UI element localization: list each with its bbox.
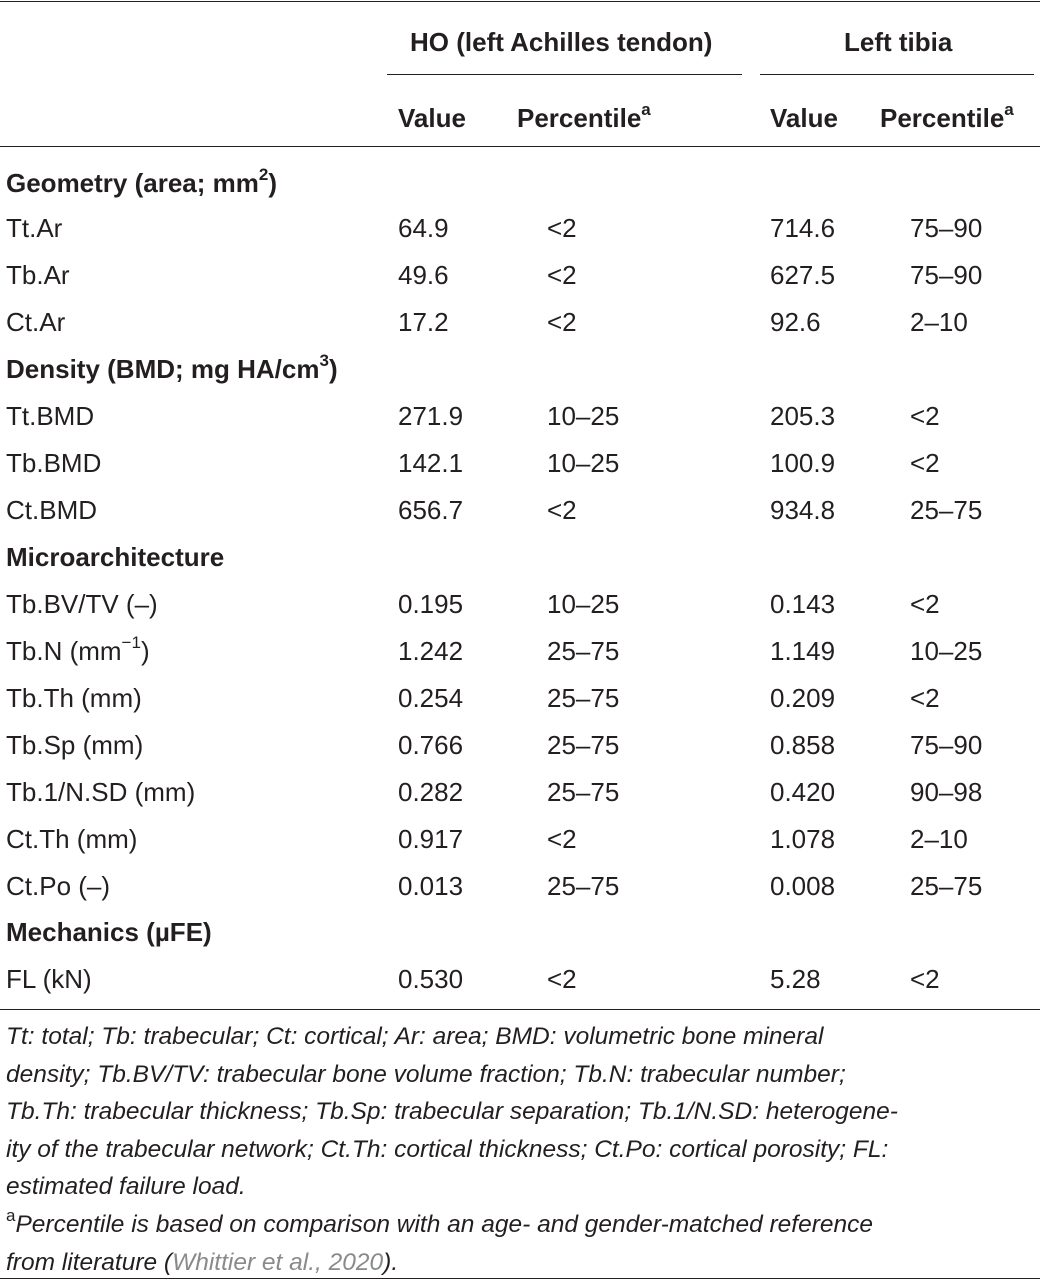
citation-link[interactable]: Whittier et al., 2020 bbox=[172, 1248, 384, 1276]
cell-row-label: Tt.BMD bbox=[6, 401, 95, 431]
cell-ho-value: 0.917 bbox=[398, 824, 464, 854]
group-header-tibia: Left tibia bbox=[844, 27, 953, 57]
footnote-percentile-text-2: from literature ( bbox=[6, 1248, 173, 1276]
cell-ho-value: 0.766 bbox=[398, 730, 464, 760]
cell-tibia-value: 0.008 bbox=[770, 871, 836, 901]
header-rule bbox=[0, 146, 1040, 147]
footnote-abbrev-line-4: ity of the trabecular network; Ct.Th: cortical thickness; Ct.Po: cortical porosity; FL: bbox=[6, 1135, 889, 1163]
section-geometry bbox=[6, 165, 278, 198]
col-header-ho-value: Value bbox=[398, 103, 466, 133]
cell-tibia-percentile: 25–75 bbox=[910, 495, 983, 525]
cell-ho-percentile: 25–75 bbox=[547, 730, 620, 760]
cell-ho-percentile: <2 bbox=[547, 964, 577, 994]
col-header-ho-percentile-sup: a bbox=[641, 100, 651, 120]
cell-row-label: FL (kN) bbox=[6, 964, 92, 994]
cell-ho-value: 17.2 bbox=[398, 307, 449, 337]
cell-tibia-value: 205.3 bbox=[770, 401, 836, 431]
footnote-abbreviations bbox=[6, 1018, 1034, 1206]
cell-tibia-value: 0.420 bbox=[770, 777, 836, 807]
cell-tibia-value: 100.9 bbox=[770, 448, 836, 478]
footnote-abbrev-line-3: Tb.Th: trabecular thickness; Tb.Sp: trabecular separation; Tb.1/N.SD: heterogene- bbox=[6, 1098, 898, 1125]
cell-row-label bbox=[6, 633, 150, 666]
footnote-abbrev-line-5: estimated failure load. bbox=[6, 1173, 246, 1200]
cell-ho-value: 0.282 bbox=[398, 777, 464, 807]
cell-row-label: Tb.BMD bbox=[6, 448, 102, 478]
cell-tibia-value: 5.28 bbox=[770, 964, 821, 994]
cell-tibia-percentile: <2 bbox=[910, 964, 940, 994]
cell-row-label-tail: ) bbox=[140, 636, 150, 666]
body-bottom-rule bbox=[0, 1009, 1040, 1010]
cell-tibia-percentile: <2 bbox=[910, 401, 940, 431]
cell-row-label-text: Tb.N (mm bbox=[6, 636, 122, 666]
cell-row-label: Tt.Ar bbox=[6, 213, 63, 243]
cell-ho-value: 0.254 bbox=[398, 683, 464, 713]
cell-ho-value: 1.242 bbox=[398, 636, 464, 666]
cell-ho-percentile: <2 bbox=[547, 824, 577, 854]
cell-tibia-percentile: <2 bbox=[910, 448, 940, 478]
footnote-percentile-line-2 bbox=[6, 1244, 1034, 1281]
cell-row-label: Tb.Ar bbox=[6, 260, 70, 290]
group-header-ho: HO (left Achilles tendon) bbox=[410, 27, 713, 57]
section-microarchitecture: Microarchitecture bbox=[6, 542, 225, 572]
cell-ho-percentile: 10–25 bbox=[547, 448, 620, 478]
col-header-tibia-percentile bbox=[880, 100, 1014, 133]
footnote-percentile-text-3: ). bbox=[383, 1248, 399, 1276]
cell-tibia-percentile: 75–90 bbox=[910, 730, 983, 760]
cell-ho-value: 0.195 bbox=[398, 589, 464, 619]
cell-tibia-percentile: 25–75 bbox=[910, 871, 983, 901]
cell-ho-percentile: 10–25 bbox=[547, 589, 620, 619]
cell-tibia-value: 1.149 bbox=[770, 636, 836, 666]
cell-ho-value: 271.9 bbox=[398, 401, 464, 431]
cell-ho-percentile: 25–75 bbox=[547, 871, 620, 901]
section-density bbox=[6, 351, 338, 384]
cell-row-label: Tb.BV/TV (–) bbox=[6, 589, 158, 619]
cell-tibia-value: 1.078 bbox=[770, 824, 836, 854]
cell-ho-percentile: 25–75 bbox=[547, 777, 620, 807]
footnote-percentile-line-1 bbox=[6, 1206, 1034, 1244]
cell-ho-percentile: 10–25 bbox=[547, 401, 620, 431]
cell-tibia-value: 934.8 bbox=[770, 495, 836, 525]
cell-tibia-value: 714.6 bbox=[770, 213, 836, 243]
col-header-tibia-value: Value bbox=[770, 103, 838, 133]
cell-tibia-percentile: 2–10 bbox=[910, 824, 968, 854]
footnote-abbrev-line-1: Tt: total; Tb: trabecular; Ct: cortical; Ar: area; BMD: volumetric bone mineral bbox=[6, 1023, 824, 1050]
cell-ho-value: 0.530 bbox=[398, 964, 464, 994]
cell-ho-value: 64.9 bbox=[398, 213, 449, 243]
section-density-tail: ) bbox=[328, 354, 338, 384]
cell-tibia-percentile: 75–90 bbox=[910, 213, 983, 243]
cell-ho-percentile: <2 bbox=[547, 495, 577, 525]
footnote-percentile bbox=[6, 1206, 1034, 1281]
cell-row-label: Ct.Th (mm) bbox=[6, 824, 138, 854]
cell-tibia-value: 92.6 bbox=[770, 307, 821, 337]
cell-ho-value: 49.6 bbox=[398, 260, 449, 290]
col-header-ho-percentile-label: Percentile bbox=[517, 103, 642, 133]
cell-row-label: Tb.1/N.SD (mm) bbox=[6, 777, 196, 807]
section-density-label: Density (BMD; mg HA/cm bbox=[6, 354, 320, 384]
cell-tibia-percentile: 90–98 bbox=[910, 777, 983, 807]
cell-tibia-value: 627.5 bbox=[770, 260, 836, 290]
top-rule bbox=[0, 1, 1040, 2]
cell-row-label: Tb.Sp (mm) bbox=[6, 730, 144, 760]
section-density-sup: 3 bbox=[319, 351, 329, 371]
cell-tibia-percentile: <2 bbox=[910, 589, 940, 619]
cell-row-label-sup: −1 bbox=[121, 633, 141, 653]
cell-tibia-percentile: <2 bbox=[910, 683, 940, 713]
cell-ho-percentile: 25–75 bbox=[547, 636, 620, 666]
cell-ho-percentile: 25–75 bbox=[547, 683, 620, 713]
footnote-abbrev-line-2: density; Tb.BV/TV: trabecular bone volume fraction; Tb.N: trabecular number; bbox=[6, 1060, 846, 1088]
cell-tibia-value: 0.209 bbox=[770, 683, 836, 713]
cell-row-label: Ct.Ar bbox=[6, 307, 66, 337]
cell-row-label: Tb.Th (mm) bbox=[6, 683, 142, 713]
footnote-percentile-text-1: Percentile is based on comparison with an age- and gender-matched reference bbox=[15, 1211, 874, 1238]
cell-ho-value: 0.013 bbox=[398, 871, 464, 901]
section-geometry-label: Geometry (area; mm bbox=[6, 168, 259, 198]
cell-ho-percentile: <2 bbox=[547, 213, 577, 243]
col-header-ho-percentile bbox=[517, 100, 651, 133]
cell-row-label: Ct.BMD bbox=[6, 495, 97, 525]
col-header-tibia-percentile-label: Percentile bbox=[880, 103, 1005, 133]
tibia-group-underline bbox=[760, 74, 1034, 75]
cell-tibia-percentile: 2–10 bbox=[910, 307, 968, 337]
cell-tibia-value: 0.143 bbox=[770, 589, 836, 619]
section-mechanics: Mechanics (µFE) bbox=[6, 917, 212, 947]
col-header-tibia-percentile-sup: a bbox=[1004, 100, 1014, 120]
cell-row-label: Ct.Po (–) bbox=[6, 871, 111, 901]
cell-ho-value: 656.7 bbox=[398, 495, 464, 525]
ho-group-underline bbox=[387, 74, 742, 75]
cell-ho-value: 142.1 bbox=[398, 448, 464, 478]
cell-tibia-percentile: 75–90 bbox=[910, 260, 983, 290]
cell-tibia-percentile: 10–25 bbox=[910, 636, 983, 666]
cell-tibia-value: 0.858 bbox=[770, 730, 836, 760]
footnote-percentile-marker: a bbox=[6, 1205, 16, 1225]
section-geometry-tail: ) bbox=[268, 168, 278, 198]
section-geometry-sup: 2 bbox=[258, 165, 269, 185]
cell-ho-percentile: <2 bbox=[547, 307, 577, 337]
cell-ho-percentile: <2 bbox=[547, 260, 577, 290]
